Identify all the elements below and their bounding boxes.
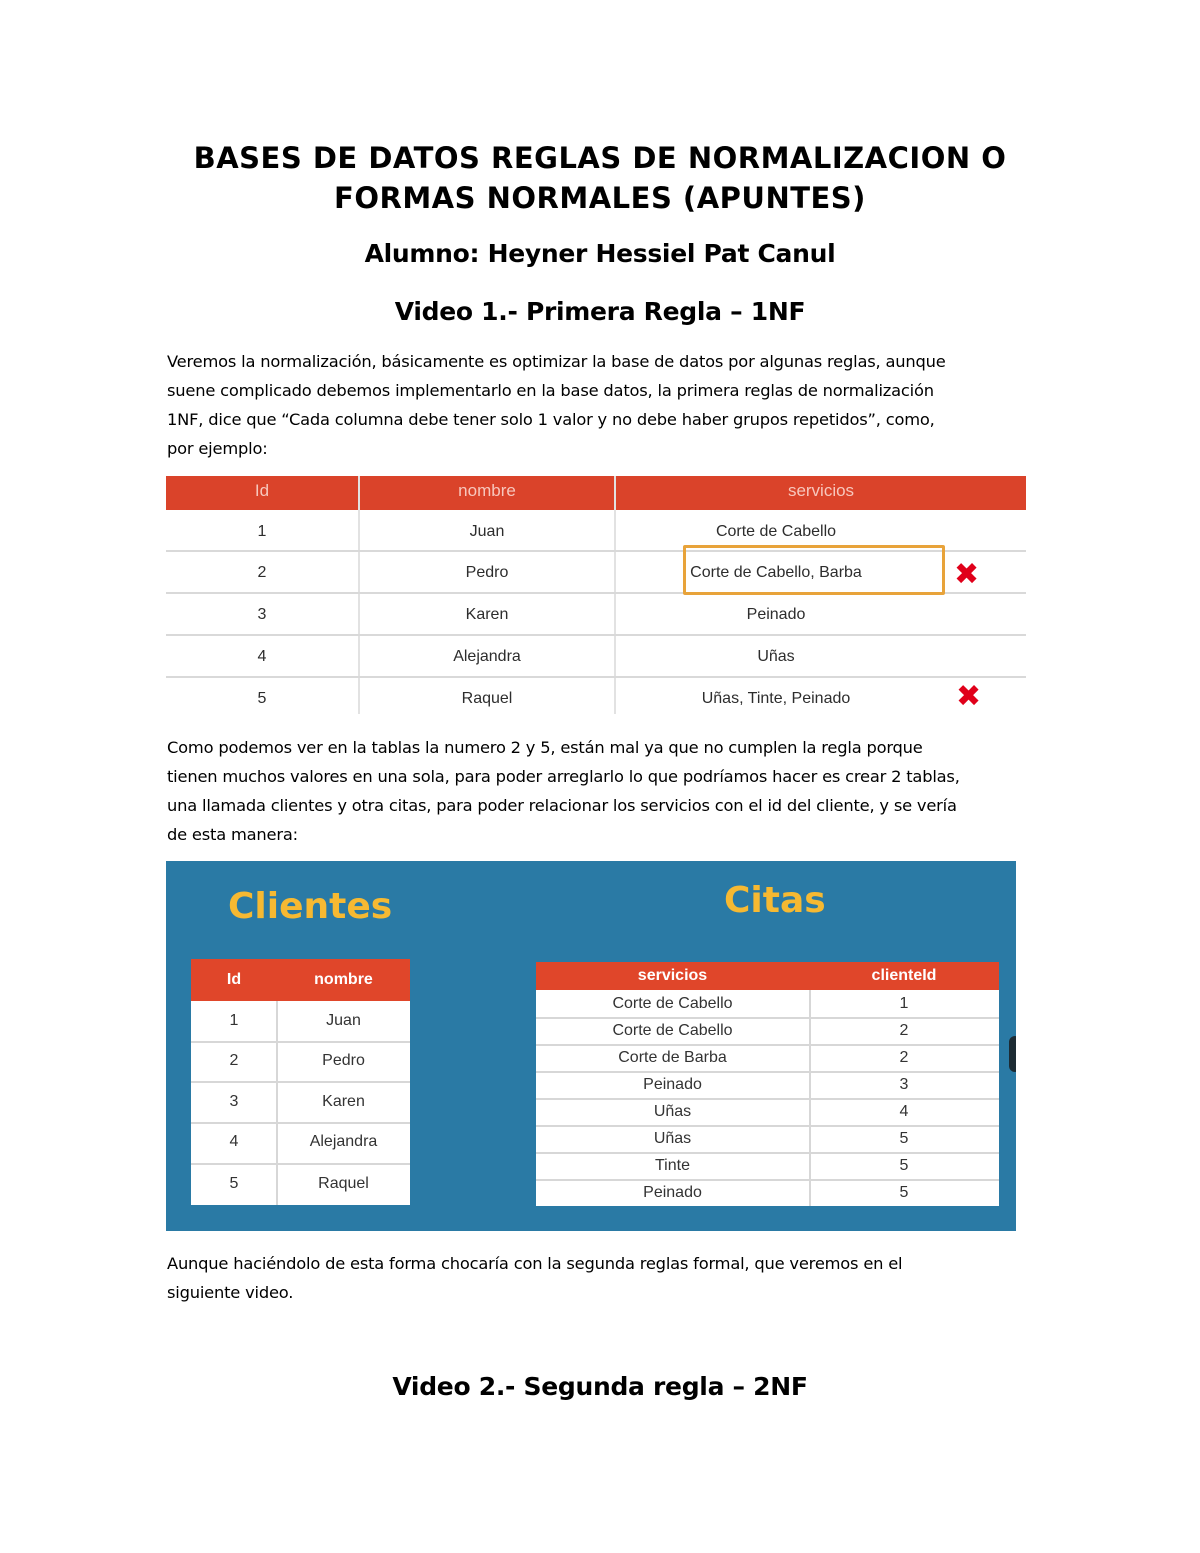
paragraph-line: Aunque haciéndolo de esta forma chocaría con la segunda reglas formal, que veremos en el: [167, 1254, 903, 1273]
citas-cell-clienteid: 3: [899, 1076, 909, 1093]
document-title: [120, 138, 1080, 218]
clientes-table: [191, 959, 410, 1205]
citas-cell-servicio: Corte de Cabello: [612, 995, 733, 1012]
clientes-cell-id: 4: [229, 1133, 239, 1150]
citas-cell-servicio: Peinado: [643, 1076, 702, 1093]
cell-id: 1: [257, 523, 267, 540]
cell-servicios: Corte de Cabello, Barba: [690, 564, 862, 581]
invalid-x-icon: ✖: [954, 557, 980, 592]
citas-cell-servicio: Corte de Cabello: [612, 1022, 733, 1039]
cell-nombre: Alejandra: [453, 648, 521, 665]
cell-servicios: Uñas, Tinte, Peinado: [701, 690, 851, 707]
paragraph-line: Veremos la normalización, básicamente es optimizar la base de datos por algunas reglas, aunque: [167, 352, 946, 371]
citas-cell-servicio: Uñas: [653, 1103, 692, 1120]
citas-cell-clienteid: 4: [899, 1103, 909, 1120]
video2-heading: Video 2.- Segunda regla – 2NF: [392, 1372, 808, 1401]
clientes-title: Clientes: [228, 886, 393, 927]
clientes-cell-nombre: Pedro: [322, 1052, 365, 1069]
citas-cell-clienteid: 2: [899, 1049, 909, 1066]
cell-id: 2: [257, 564, 267, 581]
citas-cell-servicio: Peinado: [643, 1184, 702, 1201]
citas-cell-servicio: Tinte: [655, 1157, 690, 1174]
citas-header-servicios: servicios: [536, 962, 809, 990]
paragraph-conclusion: [167, 1249, 1047, 1307]
citas-cell-servicio: Corte de Barba: [618, 1049, 727, 1066]
student-name: Alumno: Heyner Hessiel Pat Canul: [364, 239, 836, 268]
invalid-x-icon: ✖: [956, 679, 982, 714]
paragraph-line: tienen muchos valores en una sola, para poder arreglarlo lo que podríamos hacer es crear 2 tablas,: [167, 767, 960, 786]
cell-nombre: Karen: [465, 606, 509, 623]
citas-cell-clienteid: 5: [899, 1157, 909, 1174]
video1-heading: Video 1.- Primera Regla – 1NF: [394, 297, 806, 326]
header-nombre: nombre: [458, 481, 516, 500]
clientes-header-id: Id: [191, 959, 277, 1001]
header-id: Id: [254, 481, 270, 500]
header-servicios: servicios: [787, 481, 855, 500]
citas-cell-clienteid: 5: [899, 1130, 909, 1147]
citas-cell-servicio: Uñas: [653, 1130, 692, 1147]
invalid-cell-highlight: [683, 545, 945, 595]
paragraph-explanation: [167, 733, 1047, 849]
paragraph-line: Como podemos ver en la tablas la numero 2 y 5, están mal ya que no cumplen la regla porque: [167, 738, 923, 757]
cell-servicios: Uñas: [757, 648, 795, 665]
title-line-1: BASES DE DATOS REGLAS DE NORMALIZACION O: [193, 141, 1007, 175]
citas-title: Citas: [724, 880, 826, 921]
cell-servicios: Corte de Cabello: [715, 523, 837, 540]
clientes-cell-nombre: Alejandra: [309, 1133, 378, 1150]
clientes-cell-id: 1: [229, 1012, 239, 1029]
paragraph-line: de esta manera:: [167, 825, 298, 844]
video-control-fragment: [1009, 1036, 1016, 1072]
paragraph-intro: [167, 347, 1047, 463]
paragraph-line: por ejemplo:: [167, 439, 268, 458]
citas-table: [536, 962, 999, 1206]
clientes-cell-nombre: Juan: [326, 1012, 361, 1029]
cell-servicios: Peinado: [746, 606, 806, 623]
clientes-cell-nombre: Raquel: [318, 1175, 369, 1192]
citas-cell-clienteid: 1: [899, 995, 909, 1012]
clientes-cell-id: 2: [229, 1052, 239, 1069]
cell-nombre: Pedro: [465, 564, 509, 581]
table-1nf-example: [166, 476, 1026, 714]
cell-id: 5: [257, 690, 267, 707]
clientes-cell-nombre: Karen: [322, 1093, 365, 1110]
paragraph-line: 1NF, dice que “Cada columna debe tener solo 1 valor y no debe haber grupos repetidos”, como,: [167, 410, 935, 429]
cell-nombre: Raquel: [461, 690, 513, 707]
clientes-cell-id: 5: [229, 1175, 239, 1192]
paragraph-line: siguiente video.: [167, 1283, 294, 1302]
cell-nombre: Juan: [469, 523, 505, 540]
paragraph-line: una llamada clientes y otra citas, para poder relacionar los servicios con el id del cliente, y se vería: [167, 796, 957, 815]
citas-cell-clienteid: 5: [899, 1184, 909, 1201]
cell-id: 4: [257, 648, 267, 665]
title-line-2: FORMAS NORMALES (APUNTES): [334, 181, 866, 215]
cell-id: 3: [257, 606, 267, 623]
clientes-header-nombre: nombre: [277, 959, 410, 1001]
clientes-cell-id: 3: [229, 1093, 239, 1110]
paragraph-line: suene complicado debemos implementarlo en la base datos, la primera reglas de normalización: [167, 381, 934, 400]
citas-cell-clienteid: 2: [899, 1022, 909, 1039]
citas-header-clienteid: clienteId: [809, 962, 999, 990]
normalized-tables-image: [166, 861, 1016, 1231]
